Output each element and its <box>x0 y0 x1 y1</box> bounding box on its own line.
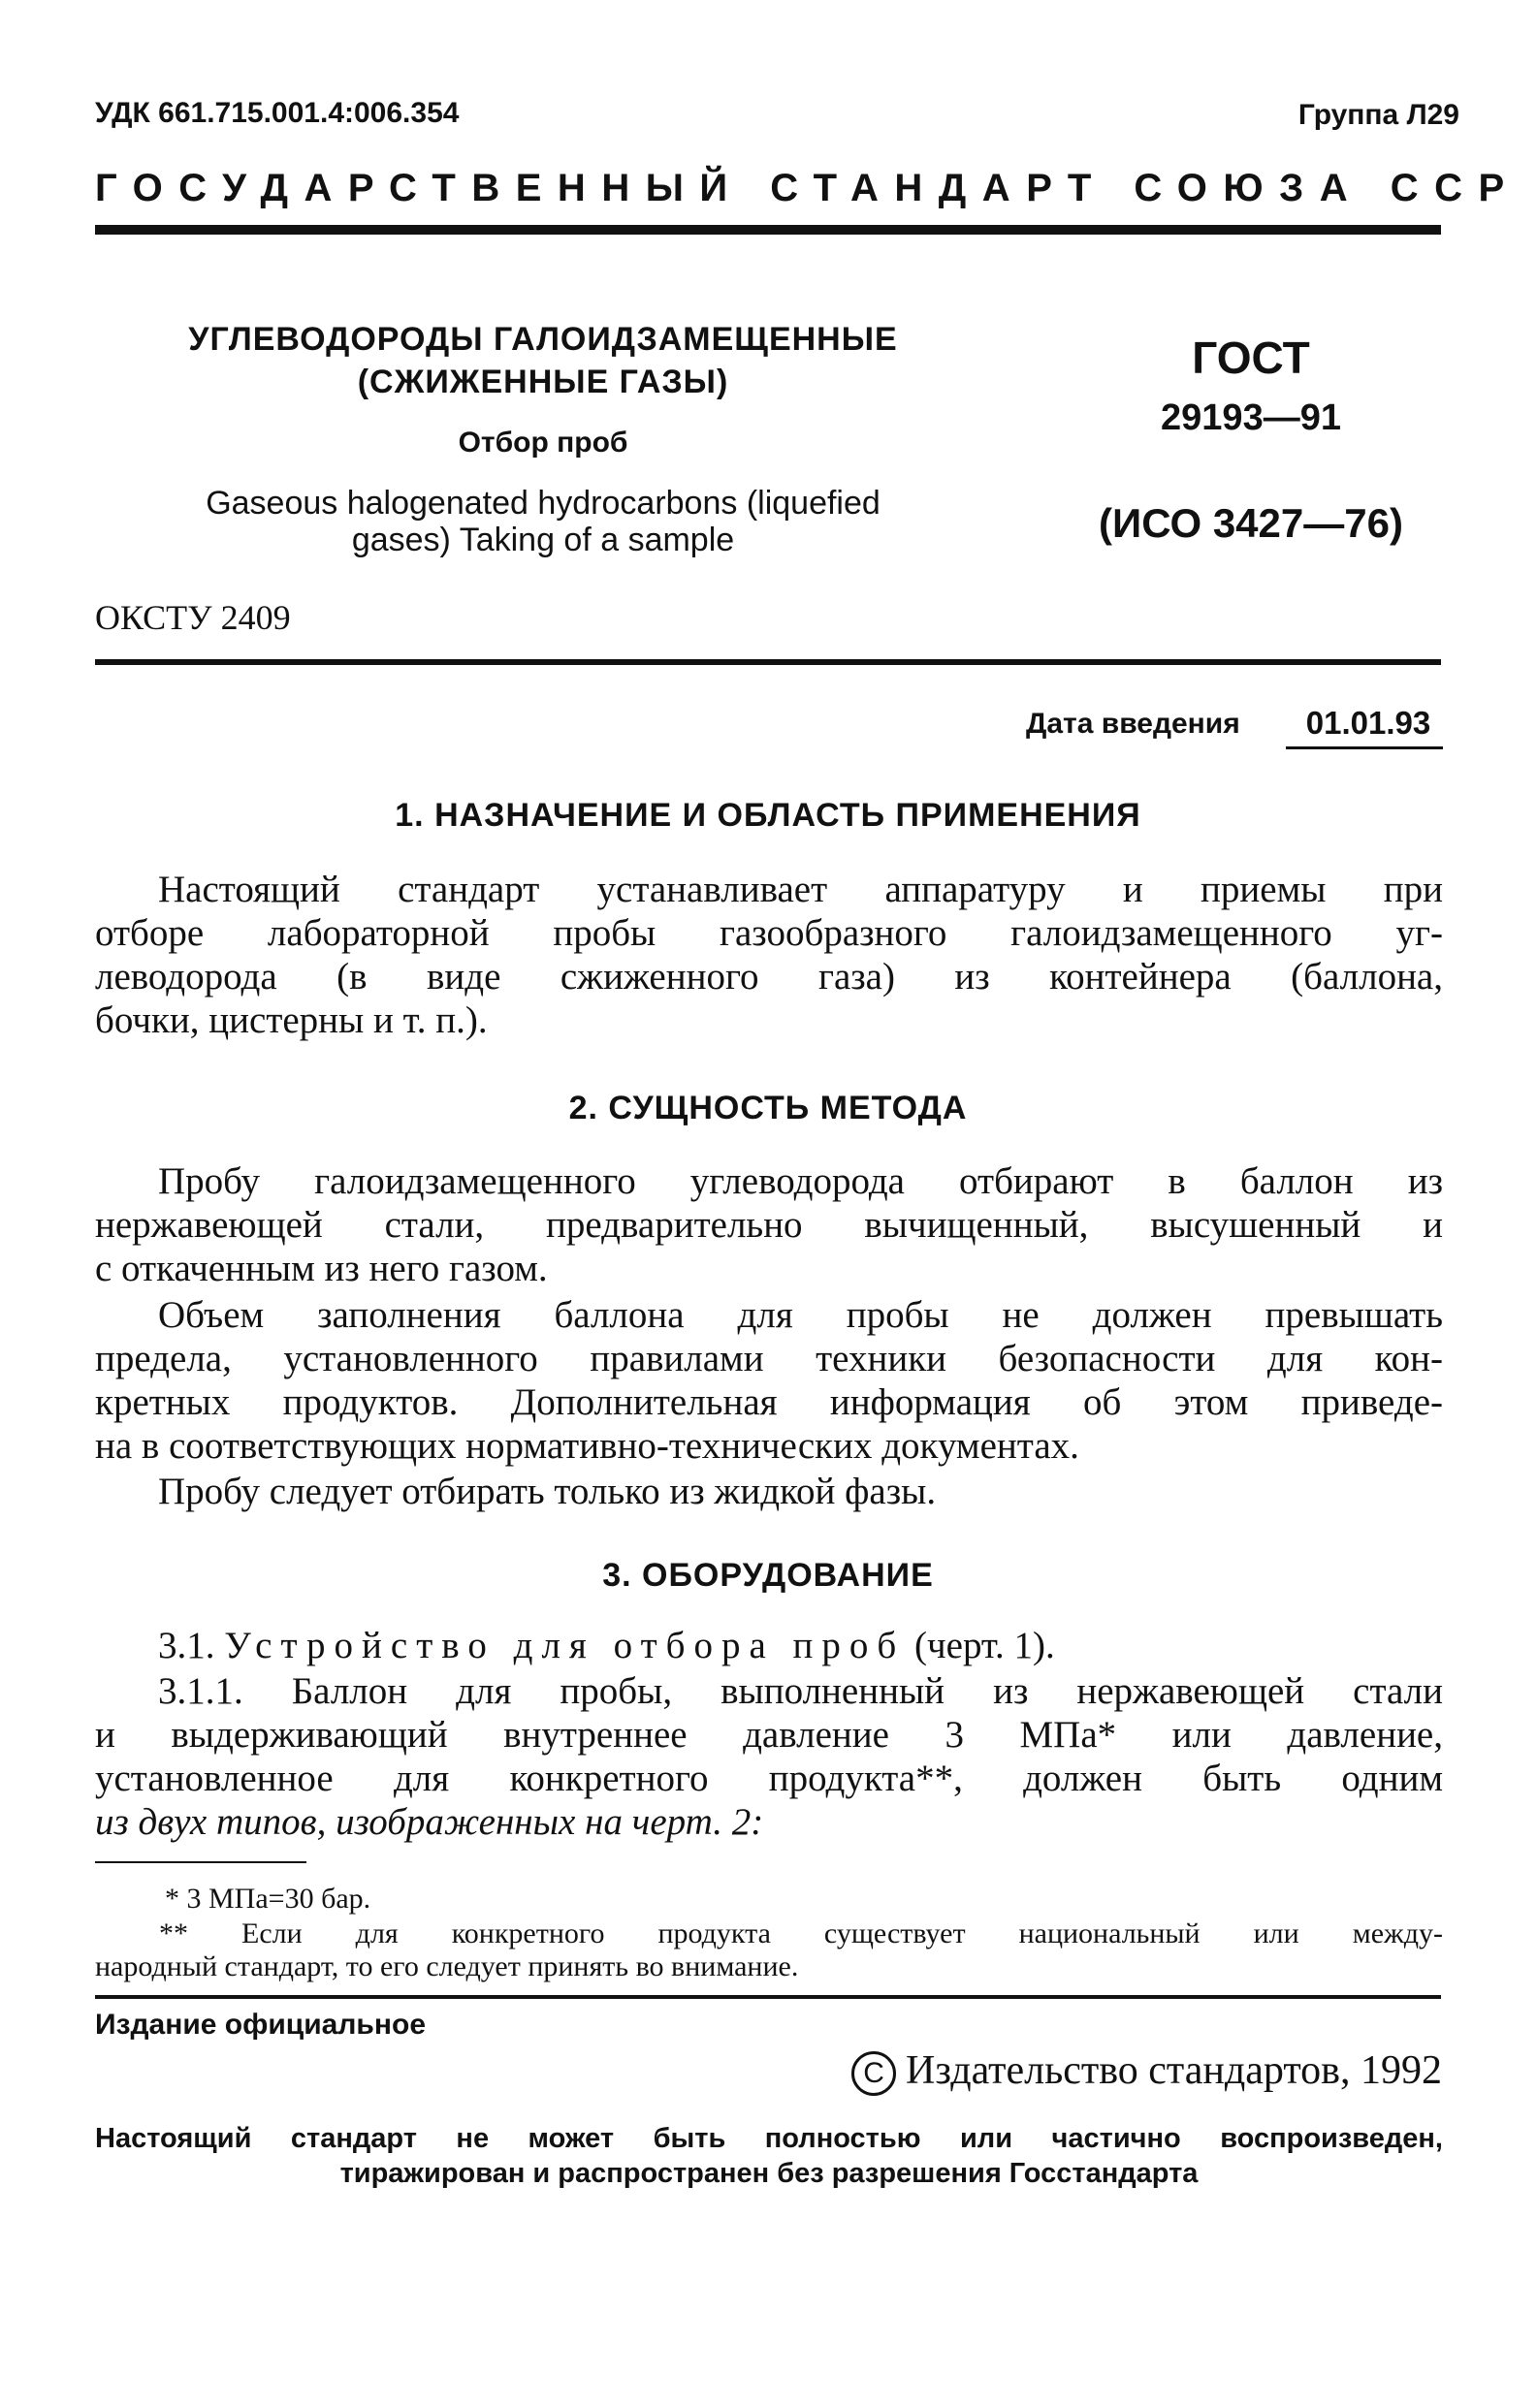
section-3-heading: 3. ОБОРУДОВАНИЕ <box>602 1557 934 1594</box>
s2-p2-line-2: предела, установленного правилами техники безопасности для кон- <box>95 1338 1443 1379</box>
section-1-paragraph <box>95 868 1443 1042</box>
s3-1-number: 3.1. <box>158 1625 215 1666</box>
header-rule-thick <box>95 225 1441 235</box>
section-2-paragraph-2 <box>95 1293 1443 1468</box>
s2-p2-line-4: на в соответствующих нормативно-технических документах. <box>95 1425 1079 1467</box>
s3-1-1-line-1: 3.1.1. Баллон для пробы, выполненный из нержавеющей стали <box>158 1670 1443 1712</box>
s1-line-4: бочки, цистерны и т. п.). <box>95 999 488 1041</box>
s3-1-1-line-2: и выдерживающий внутреннее давление 3 МПа* или давление, <box>95 1714 1443 1756</box>
standard-title-line1: УГЛЕВОДОРОДЫ ГАЛОИДЗАМЕЩЕННЫЕ <box>188 321 898 358</box>
copyright-icon: C <box>851 2051 896 2096</box>
section-2-paragraph-3: Пробу следует отбирать только из жидкой фазы. <box>158 1471 937 1512</box>
intro-date-value: 01.01.93 <box>1305 705 1431 741</box>
s2-p1-line-2: нержавеющей стали, предварительно вычищенный, высушенный и <box>95 1204 1443 1246</box>
footnote-separator <box>95 1861 306 1863</box>
section-2-heading: 2. СУЩНОСТЬ МЕТОДА <box>568 1090 968 1126</box>
s3-1-spaced-title: Устройство для отбора проб <box>224 1625 906 1666</box>
iso-number: (ИСО 3427—76) <box>1099 500 1403 546</box>
footnote-1: * 3 МПа=30 бар. <box>165 1883 371 1915</box>
s2-p2-line-1: Объем заполнения баллона для пробы не должен превышать <box>158 1294 1443 1336</box>
english-title-line1: Gaseous halogenated hydrocarbons (liquefied <box>206 485 881 522</box>
footer-rule <box>95 1995 1441 1999</box>
intro-date-label: Дата введения <box>1026 708 1240 740</box>
standard-subtitle: Отбор проб <box>458 427 628 459</box>
s1-line-3: леводорода (в виде сжиженного газа) из контейнера (баллона, <box>95 956 1443 998</box>
s1-line-1: Настоящий стандарт устанавливает аппаратуру и приемы при <box>158 869 1443 910</box>
s2-p1-line-1: Пробу галоидзамещенного углеводорода отбирают в баллон из <box>158 1160 1443 1202</box>
section-3-1-1 <box>95 1669 1443 1844</box>
gost-label: ГОСТ <box>1192 333 1310 383</box>
standard-title-line2: (СЖИЖЕННЫЕ ГАЗЫ) <box>357 364 729 400</box>
official-edition: Издание официальное <box>95 2009 427 2041</box>
s3-1-1-line-3: установленное для конкретного продукта**, должен быть одним <box>95 1758 1443 1799</box>
footnote-2-line-1: ** Если для конкретного продукта существует национальный или между- <box>159 1917 1443 1949</box>
udk-code: УДК 661.715.001.4:006.354 <box>95 97 460 129</box>
group-code: Группа Л29 <box>1297 99 1459 131</box>
english-title <box>136 485 950 558</box>
english-title-line2: gases) Taking of a sample <box>351 522 735 558</box>
state-standard-title: ГОСУДАРСТВЕННЫЙ СТАНДАРТ СОЮЗА ССР <box>95 167 1521 209</box>
s3-1-rest: (черт. 1). <box>914 1625 1055 1666</box>
intro-date-underline <box>1286 746 1443 749</box>
copyright-text: Издательство стандартов, 1992 <box>906 2048 1442 2093</box>
s2-p2-line-3: кретных продуктов. Дополнительная информация об этом приведе- <box>95 1381 1443 1423</box>
standard-title <box>136 318 950 403</box>
notice-line-2: тиражирован и распространен без разрешения Госстандарта <box>339 2158 1199 2189</box>
okstu-code: ОКСТУ 2409 <box>95 598 291 637</box>
notice-line-1: Настоящий стандарт не может быть полностью или частично воспроизведен, <box>95 2123 1443 2154</box>
footnote-2 <box>95 1917 1443 1983</box>
s3-1-1-line-4: из двух типов, изображенных на черт. 2: <box>95 1801 764 1843</box>
title-rule-bottom <box>95 659 1441 665</box>
copyright <box>851 2047 1442 2096</box>
footnote-2-line-2: народный стандарт, то его следует принять во внимание. <box>95 1950 799 1982</box>
section-1-heading: 1. НАЗНАЧЕНИЕ И ОБЛАСТЬ ПРИМЕНЕНИЯ <box>395 797 1141 834</box>
s1-line-2: отборе лабораторной пробы газообразного галоидзамещенного уг- <box>95 912 1443 954</box>
section-2-paragraph-1 <box>95 1159 1443 1290</box>
s2-p1-line-3: с откаченным из него газом. <box>95 1248 548 1289</box>
section-3-1 <box>158 1624 1055 1667</box>
gost-number: 29193—91 <box>1161 397 1341 438</box>
reproduction-notice <box>95 2121 1443 2191</box>
